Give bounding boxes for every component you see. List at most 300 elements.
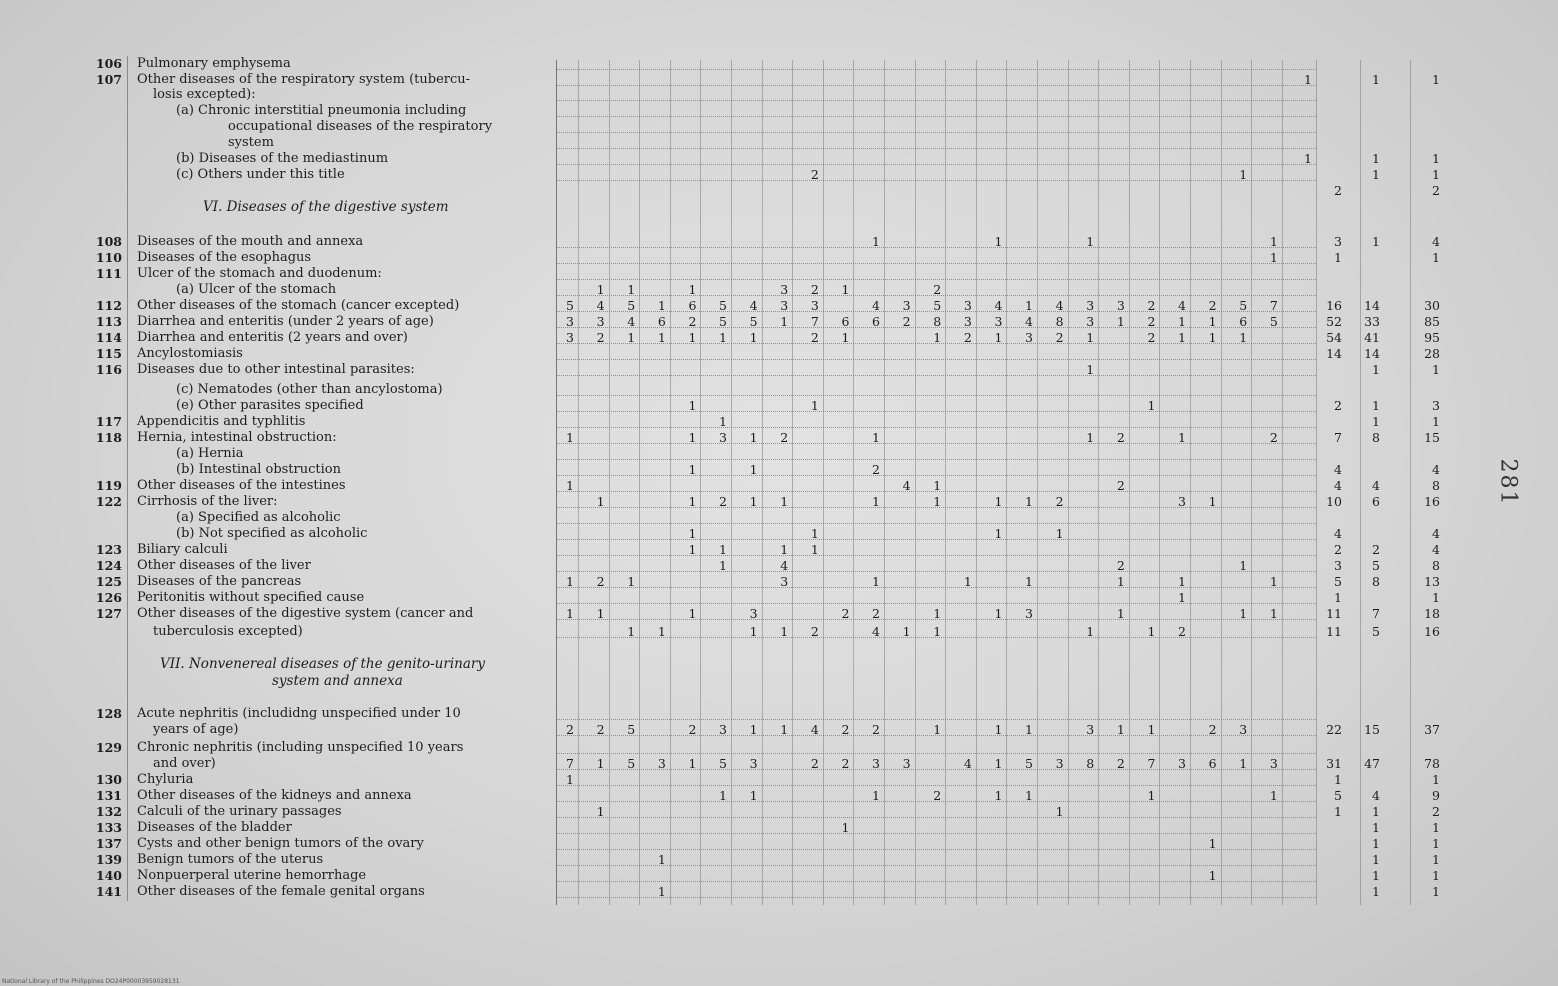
table-cell: 2 <box>566 722 574 737</box>
table-cell: 16 <box>1424 494 1440 509</box>
table-cell: 5 <box>1334 788 1342 803</box>
table-cell: 3 <box>1432 398 1440 413</box>
table-cell: 1 <box>1178 590 1186 605</box>
row-label: Appendicitis and typhlitis <box>137 414 306 429</box>
table-cell: 1 <box>1269 788 1278 803</box>
table-cell: 1 <box>1208 868 1217 883</box>
row-label: Other diseases of the female genital organs <box>137 884 425 899</box>
table-cell: 1 <box>1372 804 1380 819</box>
table-cell: 1 <box>1208 836 1217 851</box>
row-code: 112 <box>95 298 122 313</box>
row-code: 130 <box>95 772 122 787</box>
row-code: 123 <box>95 542 122 557</box>
column-rule <box>853 60 854 905</box>
row-label: (c) Nematodes (other than ancylostoma) <box>176 382 443 397</box>
table-cell: 1 <box>810 542 819 557</box>
table-cell: 47 <box>1364 756 1380 771</box>
table-cell: 1 <box>719 414 727 429</box>
row-label: Cysts and other benign tumors of the ovary <box>137 836 424 851</box>
table-cell: 1 <box>1372 868 1380 883</box>
table-cell: 1 <box>1116 606 1125 621</box>
table-cell: 7 <box>810 314 819 329</box>
row-code: 119 <box>95 478 122 493</box>
table-cell: 4 <box>749 298 758 313</box>
table-cell: 4 <box>1178 298 1186 313</box>
table-cell: 3 <box>780 574 789 589</box>
table-cell: 1 <box>566 606 574 621</box>
table-cell: 3 <box>566 330 574 345</box>
row-label: (e) Other parasites specified <box>176 398 364 413</box>
table-cell: 1 <box>1147 624 1156 639</box>
table-cell: 2 <box>810 624 819 639</box>
table-cell: 2 <box>1208 722 1217 737</box>
column-rule <box>609 60 610 905</box>
column-rule <box>731 60 732 905</box>
column-rule <box>1410 60 1411 905</box>
table-cell: 3 <box>1025 606 1033 621</box>
table-cell: 1 <box>933 330 942 345</box>
table-cell: 30 <box>1424 298 1440 313</box>
row-label: Diseases of the pancreas <box>137 574 302 589</box>
table-cell: 3 <box>1086 722 1095 737</box>
table-cell: 8 <box>1086 756 1095 771</box>
row-code: 118 <box>95 430 122 445</box>
table-cell: 1 <box>719 788 727 803</box>
column-rule <box>578 60 579 905</box>
row-label: (a) Chronic interstitial pneumonia including <box>176 103 467 118</box>
table-cell: 8 <box>933 314 942 329</box>
table-cell: 14 <box>1364 298 1380 313</box>
table-cell: 2 <box>719 494 727 509</box>
row-code: 116 <box>95 362 122 377</box>
table-cell: 1 <box>688 756 697 771</box>
table-cell: 1 <box>810 398 819 413</box>
row-label: losis excepted): <box>153 87 256 102</box>
table-cell: 1 <box>933 624 942 639</box>
table-cell: 7 <box>1372 606 1380 621</box>
table-cell: 5 <box>749 314 758 329</box>
table-cell: 3 <box>749 606 758 621</box>
table-cell: 5 <box>627 756 636 771</box>
table-cell: 2 <box>596 722 605 737</box>
table-cell: 2 <box>1334 183 1342 198</box>
row-label: (b) Diseases of the mediastinum <box>176 151 389 166</box>
table-cell: 7 <box>1269 298 1278 313</box>
table-cell: 1 <box>1025 722 1033 737</box>
row-code: 106 <box>95 56 122 71</box>
table-cell: 11 <box>1326 606 1342 621</box>
table-cell: 1 <box>933 722 942 737</box>
table-cell: 22 <box>1326 722 1342 737</box>
row-label: Pulmonary emphysema <box>137 56 291 71</box>
table-cell: 1 <box>566 772 574 787</box>
table-cell: 1 <box>780 314 789 329</box>
column-rule <box>1282 60 1283 905</box>
table-cell: 3 <box>719 722 727 737</box>
table-cell: 1 <box>1147 398 1156 413</box>
table-cell: 15 <box>1364 722 1380 737</box>
table-cell: 1 <box>872 574 880 589</box>
table-cell: 4 <box>1372 788 1380 803</box>
table-cell: 2 <box>688 314 697 329</box>
table-cell: 1 <box>1432 590 1440 605</box>
table-cell: 7 <box>566 756 574 771</box>
table-cell: 2 <box>1334 542 1342 557</box>
table-cell: 4 <box>1432 234 1440 249</box>
table-cell: 4 <box>1055 298 1064 313</box>
column-rule <box>1251 60 1252 905</box>
table-cell: 6 <box>1208 756 1217 771</box>
table-cell: 8 <box>1055 314 1064 329</box>
table-cell: 1 <box>627 330 636 345</box>
table-cell: 28 <box>1424 346 1440 361</box>
column-rule <box>1006 60 1007 905</box>
table-row <box>0 183 1500 199</box>
table-cell: 3 <box>1025 330 1033 345</box>
table-cell: 1 <box>1239 558 1248 573</box>
table-cell: 2 <box>1334 398 1342 413</box>
table-cell: 7 <box>1334 430 1342 445</box>
column-rule <box>1360 60 1361 905</box>
table-cell: 1 <box>749 788 758 803</box>
table-cell: 2 <box>872 606 880 621</box>
row-label: Diseases due to other intestinal parasites: <box>137 362 415 377</box>
table-cell: 1 <box>1372 884 1380 899</box>
table-cell: 1 <box>872 788 880 803</box>
table-cell: 8 <box>1432 558 1440 573</box>
column-rule <box>639 60 640 905</box>
table-cell: 1 <box>596 756 605 771</box>
table-cell: 1 <box>1372 362 1380 377</box>
row-label: Diseases of the bladder <box>137 820 292 835</box>
table-cell: 1 <box>1304 72 1312 87</box>
row-code: 108 <box>95 234 122 249</box>
table-cell: 1 <box>657 884 666 899</box>
table-cell: 1 <box>1239 756 1248 771</box>
table-cell: 95 <box>1424 330 1440 345</box>
table-cell: 1 <box>627 282 636 297</box>
table-cell: 1 <box>780 542 789 557</box>
table-cell: 7 <box>1147 756 1156 771</box>
table-cell: 5 <box>719 756 727 771</box>
table-cell: 4 <box>1334 478 1342 493</box>
table-cell: 1 <box>688 330 697 345</box>
table-cell: 1 <box>872 234 880 249</box>
table-cell: 52 <box>1326 314 1342 329</box>
table-cell: 3 <box>1269 756 1278 771</box>
table-cell: 1 <box>1116 722 1125 737</box>
table-cell: 1 <box>1304 151 1312 166</box>
row-label: Nonpuerperal uterine hemorrhage <box>137 868 367 883</box>
table-cell: 2 <box>1055 330 1064 345</box>
table-cell: 37 <box>1424 722 1440 737</box>
table-cell: 8 <box>1372 430 1380 445</box>
table-cell: 1 <box>1372 852 1380 867</box>
table-cell: 2 <box>872 462 880 477</box>
table-cell: 5 <box>1372 624 1380 639</box>
table-cell: 3 <box>872 756 880 771</box>
table-cell: 4 <box>902 478 911 493</box>
table-cell: 4 <box>872 298 880 313</box>
table-cell: 3 <box>1178 494 1186 509</box>
table-cell: 2 <box>810 282 819 297</box>
table-cell: 2 <box>902 314 911 329</box>
table-cell: 2 <box>1432 804 1440 819</box>
table-cell: 2 <box>963 330 972 345</box>
table-cell: 1 <box>933 478 942 493</box>
row-label: Other diseases of the respiratory system (tubercu- <box>137 72 471 87</box>
row-code: 111 <box>95 266 122 281</box>
table-cell: 54 <box>1326 330 1342 345</box>
table-cell: 1 <box>749 494 758 509</box>
table-cell: 4 <box>810 722 819 737</box>
table-cell: 1 <box>1086 624 1095 639</box>
table-cell: 2 <box>1116 756 1125 771</box>
table-cell: 1 <box>1334 590 1342 605</box>
table-cell: 10 <box>1326 494 1342 509</box>
table-cell: 3 <box>1086 314 1095 329</box>
table-cell: 2 <box>1116 478 1125 493</box>
table-cell: 1 <box>688 462 697 477</box>
table-cell: 2 <box>810 167 819 182</box>
row-code: 131 <box>95 788 122 803</box>
table-cell: 1 <box>688 542 697 557</box>
section-heading-genito-urinary-line2: system and annexa <box>272 673 403 689</box>
table-cell: 1 <box>994 494 1003 509</box>
table-cell: 1 <box>1055 526 1064 541</box>
table-cell: 1 <box>1432 72 1440 87</box>
table-cell: 1 <box>1025 298 1033 313</box>
table-cell: 1 <box>1432 414 1440 429</box>
table-cell: 1 <box>1432 852 1440 867</box>
column-rule <box>670 60 671 905</box>
row-label: Hernia, intestinal obstruction: <box>137 430 337 445</box>
table-cell: 1 <box>1239 167 1248 182</box>
table-cell: 16 <box>1326 298 1342 313</box>
row-code: 114 <box>95 330 122 345</box>
row-label: Biliary calculi <box>137 542 228 557</box>
row-code: 126 <box>95 590 122 605</box>
table-cell: 1 <box>1372 151 1380 166</box>
row-label: Chronic nephritis (including unspecified 10 years <box>137 740 464 755</box>
table-cell: 1 <box>841 820 850 835</box>
table-cell: 2 <box>872 722 880 737</box>
table-cell: 1 <box>596 804 605 819</box>
table-cell: 1 <box>872 430 880 445</box>
row-label: Other diseases of the intestines <box>137 478 346 493</box>
table-cell: 6 <box>688 298 697 313</box>
table-cell: 1 <box>657 624 666 639</box>
row-code: 128 <box>95 706 122 721</box>
table-cell: 15 <box>1424 430 1440 445</box>
table-cell: 4 <box>1334 462 1342 477</box>
table-cell: 1 <box>749 330 758 345</box>
table-cell: 4 <box>1432 462 1440 477</box>
table-cell: 2 <box>1178 624 1186 639</box>
row-code: 122 <box>95 494 122 509</box>
table-cell: 3 <box>902 298 911 313</box>
column-rule <box>1316 60 1317 905</box>
table-cell: 1 <box>1147 722 1156 737</box>
table-cell: 2 <box>780 430 789 445</box>
table-cell: 1 <box>1208 330 1217 345</box>
table-cell: 1 <box>749 722 758 737</box>
table-cell: 78 <box>1424 756 1440 771</box>
table-cell: 1 <box>1208 314 1217 329</box>
table-cell: 5 <box>1334 574 1342 589</box>
column-rule <box>792 60 793 905</box>
row-label: Diseases of the mouth and annexa <box>137 234 364 249</box>
table-cell: 14 <box>1364 346 1380 361</box>
column-rule <box>1068 60 1069 905</box>
table-cell: 1 <box>933 494 942 509</box>
column-rule <box>1098 60 1099 905</box>
table-cell: 1 <box>1432 167 1440 182</box>
row-label: Chyluria <box>137 772 194 787</box>
row-label: Diarrhea and enteritis (under 2 years of age) <box>137 314 434 329</box>
table-cell: 1 <box>841 282 850 297</box>
table-cell: 85 <box>1424 314 1440 329</box>
row-code: 115 <box>95 346 122 361</box>
table-cell: 1 <box>1055 804 1064 819</box>
row-code: 110 <box>95 250 122 265</box>
table-cell: 1 <box>902 624 911 639</box>
table-cell: 1 <box>1432 868 1440 883</box>
table-cell: 2 <box>1372 542 1380 557</box>
table-cell: 3 <box>902 756 911 771</box>
table-cell: 2 <box>841 756 850 771</box>
table-cell: 1 <box>566 430 574 445</box>
table-cell: 1 <box>841 330 850 345</box>
table-cell: 1 <box>1334 772 1342 787</box>
table-cell: 1 <box>780 722 789 737</box>
page-number: 281 <box>1495 458 1521 507</box>
column-rule <box>915 60 916 905</box>
table-cell: 1 <box>566 574 574 589</box>
table-cell: 2 <box>810 330 819 345</box>
table-cell: 3 <box>749 756 758 771</box>
table-cell: 1 <box>1025 494 1033 509</box>
row-code: 125 <box>95 574 122 589</box>
row-code: 132 <box>95 804 122 819</box>
row-label: Other diseases of the liver <box>137 558 311 573</box>
row-label: (c) Others under this title <box>176 167 345 182</box>
table-cell: 8 <box>1432 478 1440 493</box>
table-cell: 1 <box>1372 836 1380 851</box>
section-heading-genito-urinary: VII. Nonvenereal diseases of the genito-urinary <box>160 656 485 672</box>
table-cell: 2 <box>688 722 697 737</box>
row-label: and over) <box>153 756 216 771</box>
table-cell: 1 <box>688 494 697 509</box>
table-cell: 1 <box>596 494 605 509</box>
table-cell: 1 <box>1432 820 1440 835</box>
table-cell: 11 <box>1326 624 1342 639</box>
table-cell: 1 <box>780 494 789 509</box>
table-cell: 41 <box>1364 330 1380 345</box>
table-cell: 1 <box>688 430 697 445</box>
row-label: Acute nephritis (includidng unspecified under 10 <box>137 706 461 721</box>
table-cell: 3 <box>1086 298 1095 313</box>
table-cell: 1 <box>688 526 697 541</box>
table-cell: 31 <box>1326 756 1342 771</box>
table-cell: 2 <box>933 282 942 297</box>
row-label: (b) Not specified as alcoholic <box>176 526 368 541</box>
table-cell: 1 <box>994 722 1003 737</box>
row-label: (a) Hernia <box>176 446 244 461</box>
table-cell: 1 <box>1116 574 1125 589</box>
table-cell: 3 <box>596 314 605 329</box>
table-cell: 4 <box>1372 478 1380 493</box>
table-cell: 1 <box>1372 234 1380 249</box>
table-cell: 1 <box>1432 836 1440 851</box>
table-cell: 1 <box>1025 788 1033 803</box>
row-code: 137 <box>95 836 122 851</box>
table-cell: 2 <box>1432 183 1440 198</box>
row-code: 113 <box>95 314 122 329</box>
table-cell: 1 <box>566 478 574 493</box>
table-cell: 1 <box>1086 234 1095 249</box>
table-cell: 3 <box>1178 756 1186 771</box>
table-cell: 1 <box>780 624 789 639</box>
column-rule <box>1129 60 1130 905</box>
table-cell: 1 <box>688 282 697 297</box>
table-cell: 1 <box>1432 362 1440 377</box>
row-code: 124 <box>95 558 122 573</box>
table-cell: 1 <box>657 852 666 867</box>
table-cell: 1 <box>1086 430 1095 445</box>
table-cell: 1 <box>994 606 1003 621</box>
table-cell: 1 <box>1086 362 1095 377</box>
table-cell: 1 <box>596 606 605 621</box>
table-cell: 1 <box>1372 398 1380 413</box>
table-cell: 1 <box>749 624 758 639</box>
table-cell: 1 <box>1334 250 1342 265</box>
table-cell: 4 <box>627 314 636 329</box>
table-cell: 4 <box>1025 314 1033 329</box>
section-heading-digestive: VI. Diseases of the digestive system <box>203 199 449 215</box>
table-cell: 1 <box>657 330 666 345</box>
table-cell: 5 <box>1025 756 1033 771</box>
table-cell: 1 <box>749 462 758 477</box>
column-rule <box>823 60 824 905</box>
table-cell: 4 <box>780 558 789 573</box>
table-cell: 5 <box>1372 558 1380 573</box>
table-cell: 6 <box>657 314 666 329</box>
table-cell: 2 <box>596 574 605 589</box>
table-cell: 3 <box>994 314 1003 329</box>
table-cell: 3 <box>657 756 666 771</box>
table-cell: 1 <box>1372 820 1380 835</box>
row-code: 139 <box>95 852 122 867</box>
table-cell: 4 <box>994 298 1003 313</box>
table-cell: 13 <box>1424 574 1440 589</box>
table-cell: 1 <box>627 574 636 589</box>
table-cell: 1 <box>627 624 636 639</box>
table-cell: 3 <box>810 298 819 313</box>
row-label: Cirrhosis of the liver: <box>137 494 278 509</box>
table-cell: 3 <box>1334 234 1342 249</box>
table-cell: 16 <box>1424 624 1440 639</box>
row-label: Benign tumors of the uterus <box>137 852 324 867</box>
row-label: Diseases of the esophagus <box>137 250 312 265</box>
column-rule <box>1221 60 1222 905</box>
table-cell: 4 <box>963 756 972 771</box>
table-cell: 1 <box>1432 151 1440 166</box>
table-cell: 3 <box>566 314 574 329</box>
table-cell: 1 <box>1269 574 1278 589</box>
table-cell: 5 <box>627 298 636 313</box>
table-cell: 1 <box>749 430 758 445</box>
